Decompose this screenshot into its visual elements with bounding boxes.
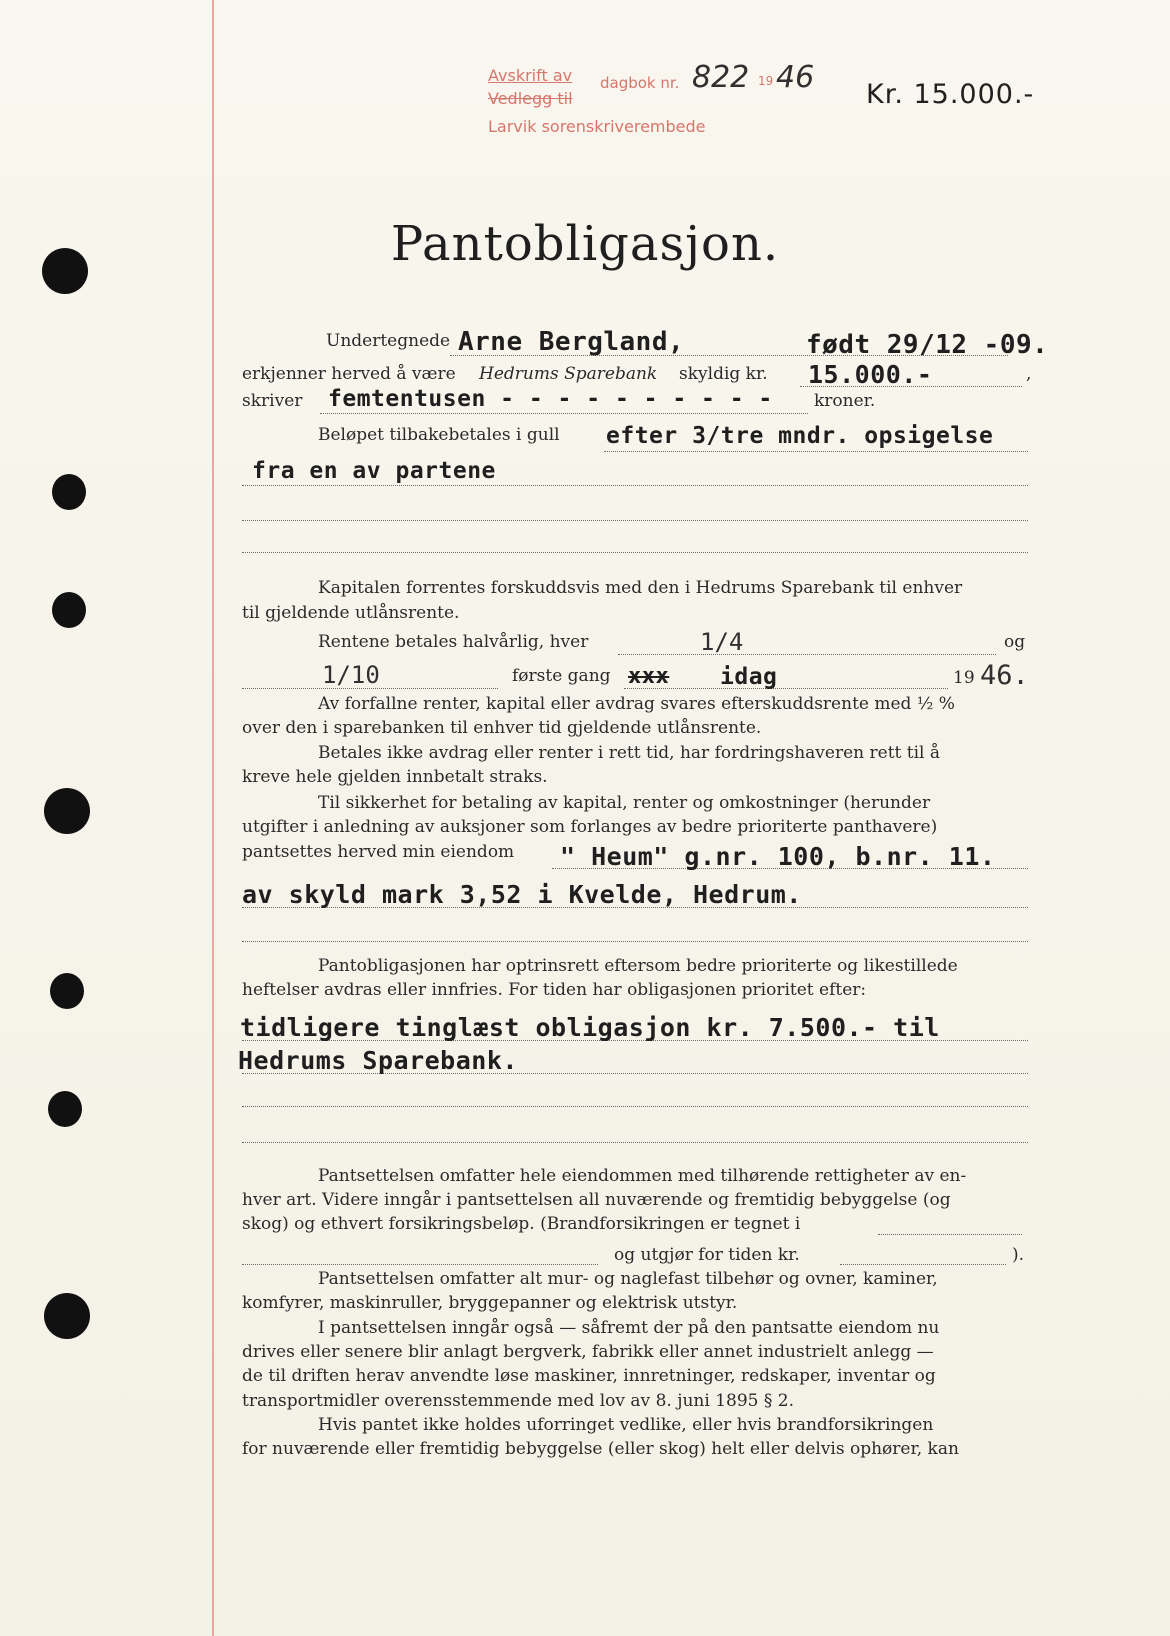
interest-p3-line2: kreve hele gjelden innbetalt straks.	[242, 767, 548, 787]
stamp-line-1: Avskrift av	[488, 66, 573, 85]
struck-text: xxx	[628, 664, 670, 689]
first-time-line	[624, 688, 948, 689]
og-label: og	[1004, 632, 1026, 652]
interest-p4-line1: Til sikkerhet for betaling av kapital, renter og omkostninger (herunder	[318, 793, 931, 813]
insurance-amount-line	[840, 1264, 1006, 1265]
terms-b2: komfyrer, maskinruller, bryggepanner og elektrisk utstyr.	[242, 1293, 738, 1313]
amount-words: femtentusen - - - - - - - - - -	[328, 386, 773, 412]
terms-a1: Pantsettelsen omfatter hele eiendommen med tilhørende rettigheter av en-	[318, 1166, 967, 1186]
blank-line	[242, 941, 1028, 942]
terms-c4: transportmidler overensstemmende med lov av 8. juni 1895 § 2.	[242, 1391, 794, 1411]
property-2: av skyld mark 3,52 i Kvelde, Hedrum.	[242, 880, 802, 909]
dagbok-number: 822	[692, 60, 750, 95]
stamp-line-2: Vedlegg til	[488, 89, 573, 108]
interest-p4-line2: utgifter i anledning av auksjoner som forlanges av bedre prioriterte panthavere)	[242, 817, 938, 837]
stamp-year-prefix: 19	[758, 74, 774, 88]
interest-p1-line2: til gjeldende utlånsrente.	[242, 603, 460, 623]
amount-words-line	[320, 413, 808, 414]
repay-line-2	[242, 485, 1028, 486]
repay-label: Beløpet tilbakebetales i gull	[318, 425, 560, 445]
halfyear-label: Rentene betales halvårlig, hver	[318, 632, 589, 652]
interest-p2-line2: over den i sparebanken til enhver tid gjeldende utlånsrente.	[242, 718, 762, 738]
blank-line	[242, 520, 1028, 521]
interest-p4-line3: pantsettes herved min eiendom	[242, 842, 515, 862]
blank-line	[242, 1142, 1028, 1143]
stamp-dagbok-label: dagbok nr.	[600, 74, 680, 92]
punch-hole	[52, 474, 86, 510]
dagbok-year: 46	[776, 60, 815, 95]
stamp-line-3: Larvik sorenskriverembede	[488, 117, 706, 136]
interest-p3-line1: Betales ikke avdrag eller renter i rett tid, har fordringshaveren rett til å	[318, 743, 941, 763]
repay-terms-1: efter 3/tre mndr. opsigelse	[606, 423, 994, 449]
blank-line	[242, 552, 1028, 553]
punch-hole	[50, 973, 84, 1009]
debtor-name: Arne Bergland,	[458, 327, 685, 357]
insurance-line	[878, 1234, 1022, 1235]
skriver-label: skriver	[242, 391, 303, 411]
undertegnede-label: Undertegnede	[326, 331, 451, 351]
priority-line1: Pantobligasjonen har optrinsrett eftersom bedre prioriterte og likestillede	[318, 956, 958, 976]
blank-line	[242, 1106, 1028, 1107]
repay-terms-2: fra en av partene	[252, 458, 496, 484]
comma: ,	[1026, 364, 1032, 384]
interest-date-1: 1/4	[700, 628, 744, 656]
terms-c1: I pantsettelsen inngår også — såfremt der på den pantsatte eiendom nu	[318, 1318, 940, 1338]
priority-value-1: tidligere tinglæst obligasjon kr. 7.500.- til	[240, 1013, 940, 1042]
terms-c2: drives eller senere blir anlagt bergverk, fabrikk eller annet industrielt anlegg —	[242, 1342, 934, 1362]
terms-a4-end: ).	[1012, 1245, 1025, 1265]
punch-hole	[44, 788, 90, 834]
punch-hole	[52, 592, 86, 628]
priority-line2: heftelser avdras eller innfries. For tiden har obligasjonen prioritet efter:	[242, 980, 867, 1000]
year-prefix: 19	[953, 668, 975, 688]
first-time-value: idag	[720, 664, 778, 690]
insurance-line-2	[242, 1264, 598, 1265]
year-value: 46.	[980, 660, 1029, 691]
document-title: Pantobligasjon.	[390, 216, 780, 272]
birth-date: født 29/12 -09.	[806, 330, 1049, 360]
terms-c3: de til driften herav anvendte løse maskiner, innretninger, redskaper, inventar og	[242, 1366, 936, 1386]
acknowledge-text-b: skyldig kr.	[679, 364, 768, 384]
date1-line	[618, 654, 996, 655]
property-1: " Heum" g.nr. 100, b.nr. 11.	[560, 842, 996, 871]
terms-d1: Hvis pantet ikke holdes uforringet vedlike, eller hvis brandforsikringen	[318, 1415, 934, 1435]
amount-heading: Kr. 15.000.-	[866, 79, 1035, 110]
interest-p2-line1: Av forfallne renter, kapital eller avdrag svares efterskuddsrente med ½ %	[318, 694, 955, 714]
first-time-label: første gang	[512, 666, 611, 686]
owed-amount: 15.000.-	[808, 360, 933, 389]
terms-a3: skog) og ethvert forsikringsbeløp. (Brandforsikringen er tegnet i	[242, 1214, 801, 1234]
acknowledge-text-a: erkjenner herved å være	[242, 364, 456, 384]
terms-d2: for nuværende eller fremtidig bebyggelse (eller skog) helt eller delvis ophører, kan	[242, 1439, 959, 1459]
interest-p1-line1: Kapitalen forrentes forskuddsvis med den i Hedrums Sparebank til enhver	[318, 578, 963, 598]
terms-a2: hver art. Videre inngår i pantsettelsen all nuværende og fremtidig bebyggelse (og	[242, 1190, 951, 1210]
priority-value-2: Hedrums Sparebank.	[238, 1046, 518, 1075]
kroner-label: kroner.	[814, 391, 876, 411]
interest-date-2: 1/10	[322, 661, 380, 689]
terms-a4: og utgjør for tiden kr.	[614, 1245, 800, 1265]
repay-line-1	[604, 451, 1028, 452]
bank-name: Hedrums Sparebank	[479, 364, 658, 384]
punch-hole	[44, 1293, 90, 1339]
punch-hole	[48, 1091, 82, 1127]
terms-b1: Pantsettelsen omfatter alt mur- og naglefast tilbehør og ovner, kaminer,	[318, 1269, 938, 1289]
